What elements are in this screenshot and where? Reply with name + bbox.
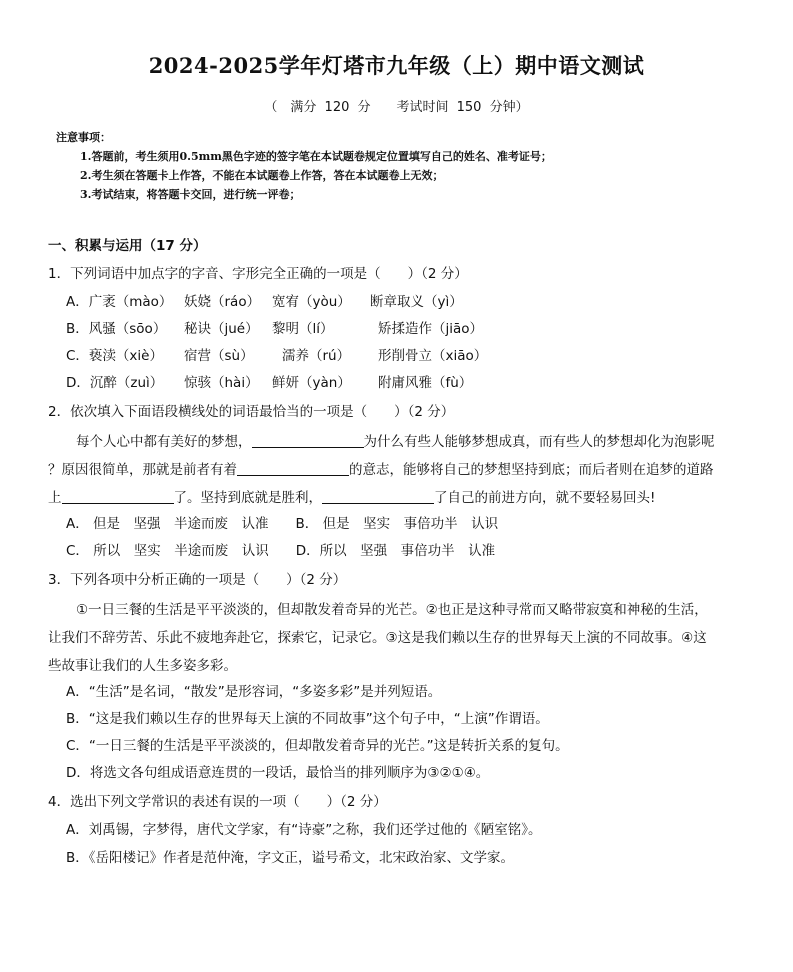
passage-text: 每个人心中都有美好的梦想， — [76, 434, 252, 450]
notes-heading: 注意事项： — [56, 131, 111, 144]
option-word: 宿营（sù） — [184, 348, 254, 364]
question-2-options-ab: A． 但是 坚强 半途而废 认准 B． 但是 坚实 事倍功半 认识 — [66, 516, 499, 532]
question-1-option-a — [66, 292, 463, 312]
question-2-options-cd: C． 所以 坚实 半途而废 认识 D．所以 坚强 事倍功半 认准 — [66, 543, 496, 559]
question-3-stem: 3．下列各项中分析正确的一项是（ ）（2 分） — [48, 572, 347, 588]
option-word: A．广袤（mào） — [66, 294, 173, 310]
question-1-stem: 1．下列词语中加点字的字音、字形完全正确的一项是（ ）（2 分） — [48, 266, 468, 282]
option-word: 濡养（rú） — [282, 348, 351, 364]
fill-blank — [322, 488, 434, 504]
exam-title: 2024-2025学年灯塔市九年级（上）期中语文测试 — [148, 53, 645, 78]
passage-text: 了。坚持到底就是胜利， — [173, 490, 322, 506]
passage-text: 的意志，能够将自己的梦想坚持到底；而后者则在追梦的道路 — [349, 462, 714, 478]
option-word: 秘诀（jué） — [184, 321, 259, 337]
option-word: 断章取义（yì） — [370, 294, 463, 310]
question-3-option-d: D．将选文各句组成语意连贯的一段话，最恰当的排列顺序为③②①④。 — [66, 765, 490, 781]
question-4-option-b: B．《岳阳楼记》作者是范仲淹，字文正，谥号希文，北宋政治家、文学家。 — [66, 850, 515, 866]
fill-blank — [252, 432, 364, 448]
question-2-passage — [76, 432, 715, 452]
question-3-passage: 让我们不辞劳苦、乐此不疲地奔赴它，探索它，记录它。③这是我们赖以生存的世界每天上演的不同故事。④这 — [48, 630, 707, 646]
note-item: 3.考试结束，将答题卡交回，进行统一评卷； — [80, 188, 301, 201]
notes-block — [56, 128, 746, 204]
passage-text: 了自己的前进方向，就不要轻易回头! — [434, 490, 656, 506]
option-word: 黎明（lí） — [272, 321, 334, 337]
option-word: C．亵渎（xiè） — [66, 348, 163, 364]
passage-text: ？原因很简单，那就是前者有着 — [48, 462, 237, 478]
question-2-passage — [48, 488, 655, 508]
option-word: 鲜妍（yàn） — [272, 375, 351, 391]
option-word: D．沉醉（zuì） — [66, 375, 164, 391]
question-4-stem: 4．选出下列文学常识的表述有误的一项（ ）（2 分） — [48, 794, 387, 810]
question-2-stem: 2．依次填入下面语段横线处的词语最恰当的一项是（ ）（2 分） — [48, 404, 455, 420]
question-1-option-c — [66, 346, 487, 366]
question-1-option-d — [66, 373, 472, 393]
question-3-option-b: B．“这是我们赖以生存的世界每天上演的不同故事”这个句子中，“上演”作谓语。 — [66, 711, 549, 727]
fill-blank — [237, 460, 349, 476]
passage-text: 上 — [48, 490, 62, 506]
option-word: 妖娆（ráo） — [184, 294, 261, 310]
exam-subtitle: （ 满分 120 分 考试时间 150 分钟） — [264, 100, 529, 115]
option-word: 形削骨立（xiāo） — [378, 348, 488, 364]
note-item: 1.答题前，考生须用0.5mm黑色字迹的签字笔在本试题卷规定位置填写自己的姓名、准考证号； — [80, 150, 552, 163]
option-word: B．风骚（sōo） — [66, 321, 167, 337]
note-item: 2.考生须在答题卡上作答，不能在本试题卷上作答，答在本试题卷上无效； — [80, 169, 444, 182]
option-word: 宽宥（yòu） — [272, 294, 351, 310]
question-4-option-a: A．刘禹锡，字梦得，唐代文学家，有“诗豪”之称，我们还学过他的《陋室铭》。 — [66, 822, 542, 838]
question-3-option-c: C．“一日三餐的生活是平平淡淡的，但却散发着奇异的光芒。”这是转折关系的复句。 — [66, 738, 569, 754]
fill-blank — [62, 488, 174, 504]
option-word: 矫揉造作（jiāo） — [378, 321, 484, 337]
section-heading: 一、积累与运用（17 分） — [48, 238, 207, 254]
question-2-passage — [48, 460, 714, 480]
passage-text: 为什么有些人能够梦想成真，而有些人的梦想却化为泡影呢 — [363, 434, 715, 450]
question-1-option-b — [66, 319, 483, 339]
option-word: 附庸风雅（fù） — [378, 375, 473, 391]
question-3-option-a: A．“生活”是名词，“散发”是形容词，“多姿多彩”是并列短语。 — [66, 684, 442, 700]
question-3-passage: 些故事让我们的人生多姿多彩。 — [48, 658, 237, 674]
question-3-passage: ①一日三餐的生活是平平淡淡的，但却散发着奇异的光芒。②也正是这种寻常而又略带寂寞和神秘的生活， — [76, 602, 708, 618]
option-word: 惊骇（hài） — [184, 375, 259, 391]
